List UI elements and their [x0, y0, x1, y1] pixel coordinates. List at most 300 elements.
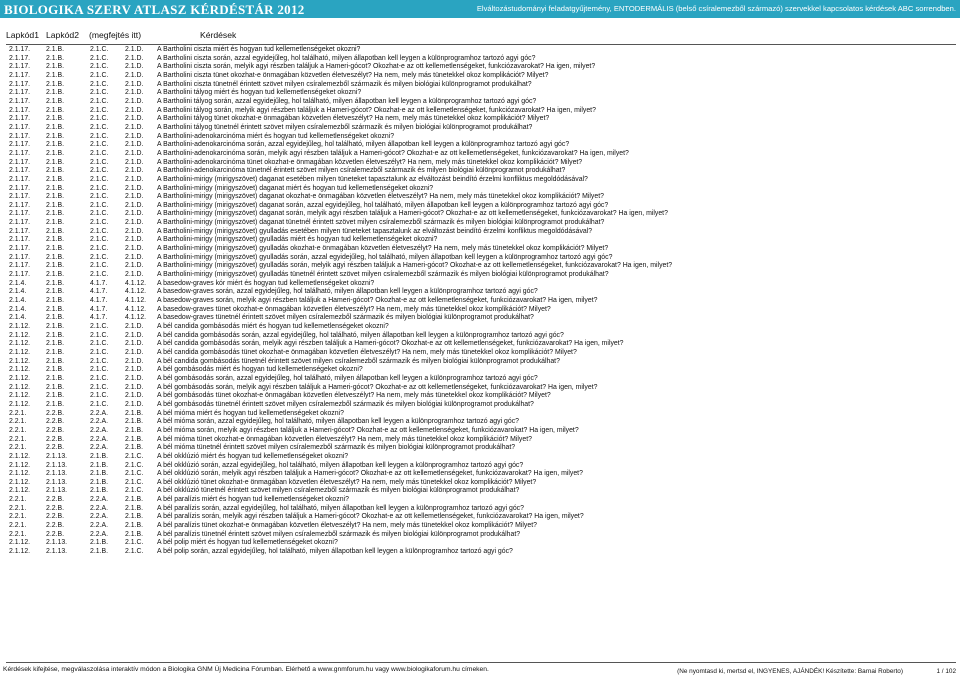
table-row: [0, 271, 960, 280]
cell-megfejtes: 2.1.B.: [90, 487, 109, 495]
cell-lapkod1: 2.1.12.: [9, 383, 31, 391]
cell-question: A basedow-graves tünetnél érintett szövet milyen csíralemezből származik és milyen biológiai különprogramot produkálhat?: [157, 314, 534, 322]
cell-megfejtes: 2.1.C.: [90, 392, 109, 400]
cell-code4: 2.1.D.: [125, 80, 144, 88]
cell-lapkod1: 2.1.17.: [9, 71, 31, 79]
cell-lapkod1: 2.2.1.: [9, 522, 27, 530]
cell-question: A bél candida gombásodás során, melyik agyi részben találjuk a Hameri-gócot? Okozhat-e az ott kellemetlenségeket, funkciózavarokat? Ha igen, milyet?: [157, 340, 624, 348]
cell-lapkod1: 2.1.12.: [9, 452, 31, 460]
question-table: [0, 46, 960, 659]
cell-question: A Bartholini-mirigy (mirigyszövet) daganat miért és hogyan tud kellemetlenségeket okozni?: [157, 184, 434, 192]
cell-lapkod1: 2.2.1.: [9, 409, 27, 417]
table-row: [0, 159, 960, 168]
cell-megfejtes: 4.1.7.: [90, 297, 108, 305]
table-row: [0, 133, 960, 142]
cell-code4: 2.1.D.: [125, 132, 144, 140]
table-row: [0, 548, 960, 557]
cell-question: A Bartholini tályog során, azzal egyidejűleg, hol található, milyen állapotban kell leygen a különprogramhoz tartozó agyi góc?: [157, 97, 537, 105]
cell-question: A bél okklúzió során, melyik agyi részben találjuk a Hameri-gócot? Okozhat-e az ott kellemetlenségeket, funkciózavarokat? Ha igen, milyet?: [157, 470, 583, 478]
cell-lapkod2: 2.1.B.: [46, 46, 65, 53]
cell-question: A Bartholini-adenokarcinóma során, melyik agyi részben találjuk a Hameri-gócot? Okozhat-e az ott kellemetlenségeket, funkciózavarokat? Ha igen, milyet?: [157, 149, 629, 157]
cell-megfejtes: 2.1.C.: [90, 383, 109, 391]
cell-megfejtes: 2.1.C.: [90, 357, 109, 365]
cell-code4: 2.1.D.: [125, 219, 144, 227]
cell-megfejtes: 2.2.A.: [90, 513, 109, 521]
table-row: [0, 185, 960, 194]
cell-lapkod1: 2.1.12.: [9, 478, 31, 486]
cell-question: A basedow-graves során, azzal egyidejűleg, hol található, milyen állapotban kell leygen a különprogramhoz tartozó agyi góc?: [157, 288, 538, 296]
cell-lapkod2: 2.2.B.: [46, 522, 65, 530]
cell-code4: 2.1.D.: [125, 106, 144, 114]
cell-question: A bél candida gombásodás miért és hogyan tud kellemetlenségeket okozni?: [157, 323, 389, 330]
cell-megfejtes: 2.2.A.: [90, 444, 109, 452]
cell-megfejtes: 2.1.C.: [90, 71, 109, 79]
cell-question: A bél mióma miért és hogyan tud kellemetlenségeket okozni?: [157, 409, 344, 417]
cell-code4: 2.1.D.: [125, 115, 144, 123]
table-row: [0, 280, 960, 289]
cell-lapkod1: 2.1.12.: [9, 357, 31, 365]
header-subtitle: Elváltozástudományi feladatgyűjtemény, ENTODERMÁLIS (belső csíralemezből származó) szervekkel kapcsolatos kérdések ABC sorrendben.: [476, 4, 956, 13]
table-row: [0, 107, 960, 116]
cell-lapkod2: 2.1.13.: [46, 478, 68, 486]
cell-lapkod2: 2.1.B.: [46, 97, 65, 105]
cell-question: A Bartholini-mirigy (mirigyszövet) gyulladás esetében milyen tüneteket tapasztalunk az elváltozást beindító érzelmi konfliktus megoldódásával?: [157, 227, 593, 235]
cell-lapkod1: 2.1.17.: [9, 271, 31, 279]
cell-code4: 2.1.D.: [125, 236, 144, 244]
table-row: [0, 219, 960, 228]
cell-question: A bél gombásodás tünet okozhat-e önmagában közvetlen életveszélyt? Ha nem, mely más tünetekkel okoz komplikációt? Milyet?: [157, 392, 551, 400]
cell-question: A Bartholini-mirigy (mirigyszövet) daganat esetében milyen tüneteket tapasztalunk az elváltozást beindító érzelmi konfliktus megoldódásával?: [157, 175, 588, 183]
cell-megfejtes: 2.2.A.: [90, 426, 109, 434]
table-row: [0, 505, 960, 514]
cell-lapkod1: 2.1.17.: [9, 219, 31, 227]
table-row: [0, 539, 960, 548]
column-header-megfejtes: (megfejtés itt): [89, 30, 142, 40]
cell-code4: 2.1.D.: [125, 167, 144, 175]
cell-lapkod2: 2.1.B.: [46, 271, 65, 279]
cell-code4: 2.1.C.: [125, 470, 144, 478]
cell-lapkod2: 2.1.B.: [46, 383, 65, 391]
cell-megfejtes: 2.1.C.: [90, 201, 109, 209]
table-row: [0, 167, 960, 176]
cell-code4: 2.1.D.: [125, 323, 144, 330]
cell-question: A bél candida gombásodás tünetnél érintett szövet milyen csíralemezből származik és milyen biológiai különprogramot produkálhat?: [157, 357, 560, 365]
cell-lapkod1: 2.1.12.: [9, 374, 31, 382]
cell-code4: 2.1.C.: [125, 461, 144, 469]
cell-megfejtes: 2.1.C.: [90, 97, 109, 105]
cell-code4: 4.1.12.: [125, 288, 147, 296]
cell-code4: 2.1.D.: [125, 366, 144, 374]
cell-lapkod2: 2.1.B.: [46, 201, 65, 209]
table-row: [0, 496, 960, 505]
cell-lapkod2: 2.1.B.: [46, 63, 65, 71]
cell-code4: 2.1.B.: [125, 504, 144, 512]
cell-question: A basedow-graves során, melyik agyi részben találjuk a Hameri-gócot? Okozhat-e az ott kellemetlenségeket, funkciózavarokat? Ha igen, milyet?: [157, 297, 598, 305]
cell-lapkod1: 2.1.12.: [9, 366, 31, 374]
cell-lapkod2: 2.2.B.: [46, 444, 65, 452]
cell-lapkod1: 2.1.17.: [9, 210, 31, 218]
table-row: [0, 522, 960, 531]
cell-lapkod2: 2.2.B.: [46, 435, 65, 443]
cell-question: A Bartholini-adenokarcinóma során, azzal egyidejűleg, hol található, milyen állapotban kell leygen a különprogramhoz tartozó agyi góc?: [157, 141, 570, 149]
cell-megfejtes: 2.1.C.: [90, 340, 109, 348]
cell-question: A bél candida gombásodás tünet okozhat-e önmagában közvetlen életveszélyt? Ha nem, mely más tünetekkel okoz komplikációt? Milyet?: [157, 348, 577, 356]
cell-code4: 2.1.D.: [125, 149, 144, 157]
column-header-kerdesek: Kérdések: [200, 30, 237, 40]
cell-code4: 2.1.D.: [125, 141, 144, 149]
table-row: [0, 46, 960, 55]
cell-lapkod2: 2.2.B.: [46, 504, 65, 512]
table-row: [0, 384, 960, 393]
cell-megfejtes: 2.2.A.: [90, 409, 109, 417]
cell-code4: 2.1.D.: [125, 262, 144, 270]
cell-lapkod1: 2.1.17.: [9, 63, 31, 71]
cell-code4: 2.1.D.: [125, 253, 144, 261]
cell-code4: 2.1.D.: [125, 210, 144, 218]
cell-question: A bél polip miért és hogyan tud kellemetlenségeket okozni?: [157, 539, 338, 547]
cell-lapkod1: 2.1.17.: [9, 132, 31, 140]
cell-lapkod2: 2.1.B.: [46, 54, 65, 62]
cell-code4: 2.1.C.: [125, 478, 144, 486]
table-row: [0, 306, 960, 315]
cell-lapkod2: 2.1.B.: [46, 175, 65, 183]
cell-code4: 2.1.C.: [125, 487, 144, 495]
cell-question: A bél paralízis tünetnél érintett szövet milyen csíralemezből származik és milyen biológiai különprogramot produkálhat?: [157, 530, 521, 538]
cell-megfejtes: 2.1.B.: [90, 461, 109, 469]
cell-lapkod1: 2.1.17.: [9, 158, 31, 166]
cell-megfejtes: 2.1.C.: [90, 193, 109, 201]
cell-question: A basedow-graves kór miért és hogyan tud kellemetlenségeket okozni?: [157, 279, 375, 287]
table-row: [0, 210, 960, 219]
table-row: [0, 228, 960, 237]
cell-megfejtes: 2.1.C.: [90, 158, 109, 166]
cell-lapkod2: 2.1.B.: [46, 236, 65, 244]
cell-code4: 2.1.D.: [125, 227, 144, 235]
cell-code4: 2.1.D.: [125, 271, 144, 279]
cell-lapkod1: 2.1.17.: [9, 123, 31, 131]
table-row: [0, 236, 960, 245]
cell-lapkod1: 2.1.17.: [9, 141, 31, 149]
cell-question: A bél gombásodás miért és hogyan tud kellemetlenségeket okozni?: [157, 366, 363, 374]
cell-megfejtes: 2.1.C.: [90, 262, 109, 270]
cell-megfejtes: 2.1.C.: [90, 106, 109, 114]
cell-lapkod2: 2.1.B.: [46, 71, 65, 79]
cell-question: A Bartholini tályog során, melyik agyi részben találjuk a Hameri-gócot? Okozhat-e az ott kellemetlenségeket, funkciózavarokat? Ha igen, milyet?: [157, 106, 596, 114]
table-row: [0, 401, 960, 410]
cell-lapkod2: 2.1.B.: [46, 219, 65, 227]
cell-lapkod2: 2.1.13.: [46, 452, 68, 460]
cell-code4: 2.1.D.: [125, 89, 144, 97]
cell-lapkod1: 2.1.17.: [9, 236, 31, 244]
footer-credit: (Ne nyomtasd ki, mertsd el, INGYENES, AJÁNDÉK! Készítette: Barnai Roberto): [677, 668, 903, 675]
table-row: [0, 479, 960, 488]
cell-code4: 2.1.C.: [125, 548, 144, 556]
cell-lapkod2: 2.1.B.: [46, 80, 65, 88]
cell-question: A Bartholini tályog tünetnél érintett szövet milyen csíralemezből származik és milyen biológiai különprogramot produkálhat?: [157, 123, 533, 131]
document-header: [0, 0, 960, 18]
cell-question: A Bartholini-mirigy (mirigyszövet) daganat tünetnél érintett szövet milyen csíralemezből származik és milyen biológiai különprogramot produkálhat?: [157, 219, 605, 227]
cell-lapkod2: 2.2.B.: [46, 426, 65, 434]
cell-lapkod1: 2.1.17.: [9, 106, 31, 114]
cell-lapkod2: 2.1.B.: [46, 253, 65, 261]
table-row: [0, 193, 960, 202]
cell-lapkod1: 2.1.12.: [9, 400, 31, 408]
cell-lapkod1: 2.1.12.: [9, 487, 31, 495]
cell-code4: 2.1.D.: [125, 184, 144, 192]
cell-code4: 2.1.B.: [125, 496, 144, 504]
cell-lapkod2: 2.1.B.: [46, 323, 65, 330]
cell-question: A Bartholini-mirigy (mirigyszövet) daganat okozhat-e önmagában közvetlen életveszélyt? Ha nem, mely más tünetekkel okoz komplikációt? Milyet?: [157, 193, 604, 201]
cell-code4: 2.1.D.: [125, 331, 144, 339]
cell-code4: 2.1.D.: [125, 175, 144, 183]
cell-question: A Bartholini-mirigy (mirigyszövet) daganat során, azzal egyidejűleg, hol található, milyen állapotban kell leygen a különprogramhoz tartozó agyi góc?: [157, 201, 609, 209]
cell-code4: 2.1.D.: [125, 71, 144, 79]
cell-lapkod1: 2.2.1.: [9, 504, 27, 512]
table-row: [0, 288, 960, 297]
cell-code4: 2.1.D.: [125, 158, 144, 166]
cell-lapkod1: 2.1.4.: [9, 297, 27, 305]
page-indicator: 1 / 102: [936, 668, 956, 675]
cell-lapkod1: 2.1.12.: [9, 340, 31, 348]
table-row: [0, 297, 960, 306]
table-row: [0, 332, 960, 341]
cell-code4: 2.1.D.: [125, 193, 144, 201]
cell-question: A bél polip során, azzal egyidejűleg, hol található, milyen állapotban kell leygen a különprogramhoz tartozó agyi góc?: [157, 548, 513, 556]
cell-lapkod2: 2.1.B.: [46, 400, 65, 408]
cell-lapkod1: 2.2.1.: [9, 435, 27, 443]
cell-code4: 2.1.B.: [125, 426, 144, 434]
cell-code4: 2.1.D.: [125, 201, 144, 209]
cell-megfejtes: 2.1.C.: [90, 366, 109, 374]
cell-lapkod2: 2.1.B.: [46, 167, 65, 175]
cell-lapkod2: 2.1.13.: [46, 539, 68, 547]
cell-lapkod2: 2.1.B.: [46, 123, 65, 131]
cell-lapkod2: 2.1.B.: [46, 262, 65, 270]
cell-lapkod1: 2.2.1.: [9, 426, 27, 434]
cell-megfejtes: 2.1.C.: [90, 227, 109, 235]
cell-megfejtes: 2.1.B.: [90, 452, 109, 460]
table-row: [0, 323, 960, 332]
table-row: [0, 150, 960, 159]
cell-lapkod2: 2.1.B.: [46, 193, 65, 201]
cell-lapkod1: 2.1.12.: [9, 548, 31, 556]
cell-megfejtes: 2.1.C.: [90, 80, 109, 88]
cell-code4: 2.1.B.: [125, 530, 144, 538]
table-row: [0, 98, 960, 107]
cell-megfejtes: 2.1.C.: [90, 141, 109, 149]
cell-code4: 2.1.D.: [125, 392, 144, 400]
header-logo: BIOLOGIKA SZERV ATLASZ KÉRDÉSTÁR 2012: [4, 2, 305, 17]
cell-question: A Bartholini ciszta miért és hogyan tud kellemetlenségeket okozni?: [157, 46, 361, 53]
cell-lapkod1: 2.1.12.: [9, 392, 31, 400]
cell-code4: 2.1.B.: [125, 444, 144, 452]
cell-lapkod2: 2.1.B.: [46, 227, 65, 235]
cell-megfejtes: 2.1.C.: [90, 236, 109, 244]
cell-code4: 2.1.D.: [125, 357, 144, 365]
cell-lapkod2: 2.1.B.: [46, 210, 65, 218]
cell-question: A bél paralízis során, azzal egyidejűleg, hol található, milyen állapotban kell leygen a különprogramhoz tartozó agyi góc?: [157, 504, 524, 512]
table-row: [0, 436, 960, 445]
cell-lapkod2: 2.1.B.: [46, 279, 65, 287]
cell-question: A Bartholini ciszta tünet okozhat-e önmagában közvetlen életveszélyt? Ha nem, mely más tünetekkel okoz komplikációt? Milyet?: [157, 71, 549, 79]
cell-megfejtes: 2.1.C.: [90, 374, 109, 382]
cell-question: A bél gombásodás során, azzal egyidejűleg, hol található, milyen állapotban kell leygen a különprogramhoz tartozó agyi góc?: [157, 374, 538, 382]
cell-lapkod1: 2.1.4.: [9, 305, 27, 313]
cell-code4: 2.1.B.: [125, 513, 144, 521]
cell-lapkod2: 2.1.B.: [46, 366, 65, 374]
cell-lapkod1: 2.1.17.: [9, 201, 31, 209]
cell-lapkod1: 2.1.12.: [9, 348, 31, 356]
footer-divider: [6, 662, 956, 663]
cell-lapkod1: 2.1.4.: [9, 279, 27, 287]
table-row: [0, 202, 960, 211]
cell-lapkod1: 2.1.17.: [9, 245, 31, 253]
cell-lapkod1: 2.2.1.: [9, 530, 27, 538]
table-row: [0, 358, 960, 367]
table-row: [0, 340, 960, 349]
cell-megfejtes: 4.1.7.: [90, 288, 108, 296]
cell-question: A Bartholini-mirigy (mirigyszövet) daganat során, melyik agyi részben találjuk a Hameri-gócot? Okozhat-e az ott kellemetlenségeket, funkciózavarokat? Ha igen, milyet?: [157, 210, 668, 218]
cell-question: A bél mióma során, azzal egyidejűleg, hol található, milyen állapotban kell leygen a különprogramhoz tartozó agyi góc?: [157, 418, 519, 426]
table-row: [0, 392, 960, 401]
cell-question: A Bartholini-mirigy (mirigyszövet) gyulladás során, azzal egyidejűleg, hol található, milyen állapotban kell leygen a különprogramhoz tartozó agyi góc?: [157, 253, 613, 261]
cell-code4: 4.1.12.: [125, 279, 147, 287]
cell-lapkod2: 2.1.B.: [46, 348, 65, 356]
cell-lapkod2: 2.1.B.: [46, 245, 65, 253]
header-divider: [6, 44, 956, 45]
table-row: [0, 487, 960, 496]
cell-lapkod2: 2.1.B.: [46, 357, 65, 365]
cell-megfejtes: 2.2.A.: [90, 496, 109, 504]
cell-lapkod1: 2.1.17.: [9, 97, 31, 105]
cell-lapkod2: 2.1.B.: [46, 314, 65, 322]
cell-question: A Bartholini ciszta során, azzal egyidejűleg, hol található, milyen állapotban kell leygen a különprogramhoz tartozó agyi góc?: [157, 54, 536, 62]
table-row: [0, 254, 960, 263]
cell-code4: 2.1.D.: [125, 123, 144, 131]
cell-megfejtes: 2.1.C.: [90, 245, 109, 253]
cell-question: A Bartholini tályog tünet okozhat-e önmagában közvetlen életveszélyt? Ha nem, mely más tünetekkel okoz komplikációt? Milyet?: [157, 115, 550, 123]
cell-megfejtes: 2.1.C.: [90, 132, 109, 140]
cell-megfejtes: 2.2.A.: [90, 418, 109, 426]
cell-question: A Bartholini ciszta tünetnél érintett szövet milyen csíralemezből származik és milyen biológiai különprogramot produkálhat?: [157, 80, 532, 88]
footer-forum-note: Kérdések kifejtése, megválaszolása interaktív módon a Biologika GNM Új Medicina Fórumban. Elérhető a www.gnmforum.hu vagy www.biologikaforum.hu címeken.: [3, 666, 489, 673]
cell-lapkod2: 2.1.13.: [46, 470, 68, 478]
cell-lapkod2: 2.1.B.: [46, 149, 65, 157]
cell-megfejtes: 2.1.C.: [90, 219, 109, 227]
cell-question: A bél mióma tünetnél érintett szövet milyen csíralemezből származik és milyen biológiai különprogramot produkálhat?: [157, 444, 516, 452]
cell-megfejtes: 2.1.C.: [90, 348, 109, 356]
cell-lapkod2: 2.1.B.: [46, 115, 65, 123]
cell-megfejtes: 2.1.C.: [90, 271, 109, 279]
cell-lapkod2: 2.2.B.: [46, 496, 65, 504]
column-header-row: [0, 30, 960, 43]
cell-question: A Bartholini tályog miért és hogyan tud kellemetlenségeket okozni?: [157, 89, 362, 97]
cell-question: A bél okklúzió tünet okozhat-e önmagában közvetlen életveszélyt? Ha nem, mely más tünetekkel okoz komplikációt? Milyet?: [157, 478, 537, 486]
cell-megfejtes: 2.1.B.: [90, 470, 109, 478]
cell-lapkod1: 2.1.17.: [9, 149, 31, 157]
table-row: [0, 262, 960, 271]
cell-lapkod2: 2.1.B.: [46, 141, 65, 149]
cell-lapkod1: 2.2.1.: [9, 513, 27, 521]
cell-lapkod1: 2.2.1.: [9, 496, 27, 504]
table-row: [0, 427, 960, 436]
cell-lapkod1: 2.1.12.: [9, 331, 31, 339]
table-row: [0, 453, 960, 462]
cell-question: A Bartholini-mirigy (mirigyszövet) gyulladás során, melyik agyi részben találjuk a Hameri-gócot? Okozhat-e az ott kellemetlenségeket, funkciózavarokat? Ha igen, milyet?: [157, 262, 673, 270]
cell-lapkod1: 2.1.17.: [9, 46, 31, 53]
table-row: [0, 513, 960, 522]
cell-lapkod1: 2.1.17.: [9, 184, 31, 192]
cell-megfejtes: 2.1.B.: [90, 478, 109, 486]
cell-question: A Bartholini-adenokarcinóma tünet okozhat-e önmagában közvetlen életveszélyt? Ha nem, mely más tünetekkel okoz komplikációt? Milyet?: [157, 158, 583, 166]
cell-megfejtes: 2.1.C.: [90, 253, 109, 261]
cell-code4: 4.1.12.: [125, 297, 147, 305]
cell-lapkod2: 2.1.B.: [46, 331, 65, 339]
cell-megfejtes: 2.2.A.: [90, 522, 109, 530]
cell-lapkod1: 2.1.17.: [9, 89, 31, 97]
cell-lapkod1: 2.1.17.: [9, 262, 31, 270]
cell-megfejtes: 2.1.C.: [90, 400, 109, 408]
cell-lapkod2: 2.1.B.: [46, 106, 65, 114]
cell-megfejtes: 2.1.C.: [90, 115, 109, 123]
cell-lapkod2: 2.2.B.: [46, 409, 65, 417]
cell-question: A bél okklúzió során, azzal egyidejűleg, hol található, milyen állapotban kell leygen a különprogramhoz tartozó agyi góc?: [157, 461, 524, 469]
cell-lapkod2: 2.1.B.: [46, 392, 65, 400]
table-row: [0, 531, 960, 540]
cell-lapkod1: 2.1.17.: [9, 80, 31, 88]
cell-code4: 2.1.D.: [125, 97, 144, 105]
table-row: [0, 115, 960, 124]
cell-lapkod2: 2.2.B.: [46, 513, 65, 521]
cell-megfejtes: 2.2.A.: [90, 504, 109, 512]
cell-megfejtes: 2.1.C.: [90, 331, 109, 339]
table-row: [0, 375, 960, 384]
cell-megfejtes: 4.1.7.: [90, 279, 108, 287]
table-row: [0, 89, 960, 98]
cell-lapkod1: 2.1.17.: [9, 167, 31, 175]
cell-lapkod1: 2.1.4.: [9, 288, 27, 296]
cell-megfejtes: 2.1.C.: [90, 149, 109, 157]
cell-code4: 2.1.D.: [125, 374, 144, 382]
cell-megfejtes: 2.1.C.: [90, 184, 109, 192]
cell-lapkod1: 2.1.17.: [9, 175, 31, 183]
cell-megfejtes: 2.1.C.: [90, 54, 109, 62]
cell-lapkod2: 2.1.B.: [46, 288, 65, 296]
table-row: [0, 314, 960, 323]
cell-megfejtes: 2.1.C.: [90, 175, 109, 183]
table-row: [0, 462, 960, 471]
column-header-lapkod1: Lapkód1: [6, 30, 39, 40]
cell-question: A Bartholini-mirigy (mirigyszövet) gyulladás okozhat-e önmagában közvetlen életveszélyt? Ha nem, mely más tünetekkel okoz komplikációt? Milyet?: [157, 245, 609, 253]
cell-lapkod1: 2.1.17.: [9, 253, 31, 261]
document-footer: [0, 665, 960, 677]
cell-code4: 2.1.D.: [125, 340, 144, 348]
cell-question: A bél okklúzió miért és hogyan tud kellemetlenségeket okozni?: [157, 452, 349, 460]
cell-question: A bél mióma során, melyik agyi részben találjuk a Hameri-gócot? Okozhat-e az ott kellemetlenségeket, funkciózavarokat? Ha igen, milyet?: [157, 426, 579, 434]
cell-lapkod2: 2.1.B.: [46, 340, 65, 348]
cell-code4: 2.1.D.: [125, 348, 144, 356]
table-row: [0, 349, 960, 358]
cell-lapkod1: 2.1.12.: [9, 461, 31, 469]
table-row: [0, 141, 960, 150]
cell-lapkod2: 2.2.B.: [46, 530, 65, 538]
cell-megfejtes: 2.1.C.: [90, 167, 109, 175]
table-row: [0, 55, 960, 64]
cell-megfejtes: 2.1.B.: [90, 548, 109, 556]
cell-question: A Bartholini-mirigy (mirigyszövet) gyulladás miért és hogyan tud kellemetlenségeket okozni?: [157, 236, 438, 244]
cell-lapkod2: 2.1.13.: [46, 487, 68, 495]
cell-code4: 2.1.D.: [125, 383, 144, 391]
